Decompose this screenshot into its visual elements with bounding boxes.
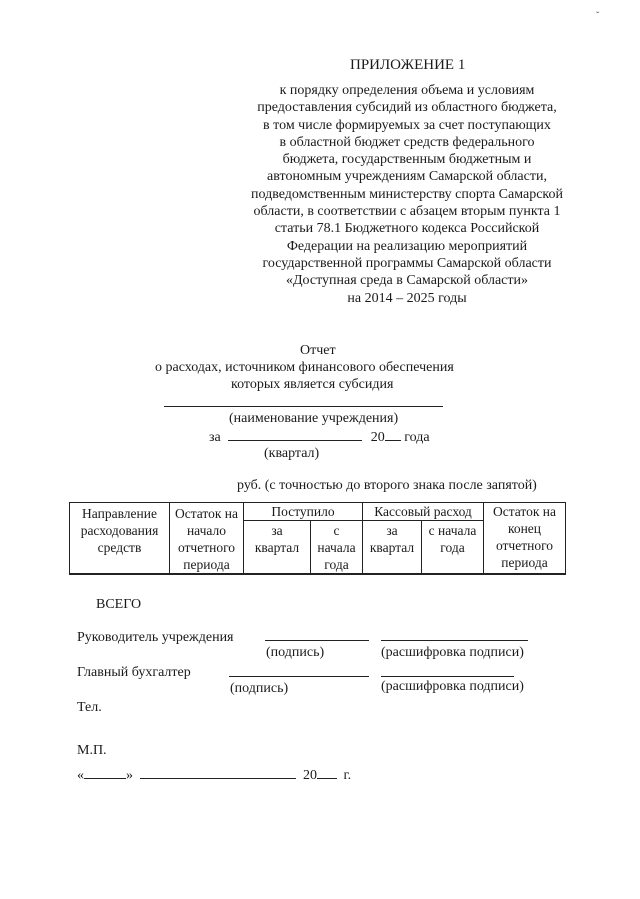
appendix-description xyxy=(232,82,582,307)
period-prefix: за xyxy=(209,430,221,445)
appendix-line: «Доступная среда в Самарской области» xyxy=(286,273,528,289)
month-blank[interactable] xyxy=(140,765,296,779)
accountant-decryption-line[interactable] xyxy=(381,676,514,677)
appendix-line: автономным учреждениям Самарской области, xyxy=(267,169,547,185)
accountant-decryption-caption: (расшифровка подписи) xyxy=(381,679,524,694)
report-title: Отчет xyxy=(300,343,336,358)
appendix-line: области, в соответствии с абзацем вторым пункта 1 xyxy=(253,204,561,220)
head-decryption-line[interactable] xyxy=(381,640,528,641)
appendix-line: Федерации на реализацию мероприятий xyxy=(286,238,528,254)
sub-header-cash-ytd: с начала года xyxy=(422,521,484,575)
accountant-signature-line[interactable] xyxy=(229,676,369,677)
org-name-caption: (наименование учреждения) xyxy=(229,411,399,426)
appendix-line: в областной бюджет средств федерального xyxy=(279,134,535,150)
accountant-signature-caption: (подпись) xyxy=(230,681,289,696)
head-signature-caption: (подпись) xyxy=(266,645,325,660)
quarter-blank[interactable] xyxy=(228,427,362,441)
scan-mark: ˇ xyxy=(596,11,600,22)
chief-accountant-label: Главный бухгалтер xyxy=(77,665,191,680)
col-header-opening-balance: Остаток на начало отчетного периода xyxy=(170,503,244,575)
phone-label: Тел. xyxy=(77,700,102,715)
appendix-line: бюджета, государственным бюджетным и xyxy=(282,152,532,168)
expense-report-table xyxy=(69,502,566,575)
appendix-line: в том числе формируемых за счет поступающих xyxy=(263,117,551,133)
appendix-line: подведомственным министерству спорта Самарской xyxy=(250,186,563,202)
date-year-blank[interactable] xyxy=(317,765,337,779)
appendix-line: на 2014 – 2025 годы xyxy=(347,290,467,306)
units-note: руб. (с точностью до второго знака после запятой) xyxy=(237,478,537,493)
col-group-received: Поступило xyxy=(244,503,363,521)
date-line xyxy=(77,765,351,784)
appendix-line: статьи 78.1 Бюджетного кодекса Российской xyxy=(274,221,540,237)
sub-header-cash-quarter: за квартал xyxy=(363,521,422,575)
period-suffix: года xyxy=(404,430,430,445)
col-header-direction: Направление расходования средств xyxy=(70,503,170,575)
head-of-institution-label: Руководитель учреждения xyxy=(77,630,234,645)
appendix-line: предоставления субсидий из областного бюджета, xyxy=(257,100,557,116)
head-decryption-caption: (расшифровка подписи) xyxy=(381,645,524,660)
appendix-title: ПРИЛОЖЕНИЕ 1 xyxy=(350,57,466,73)
col-group-cash-expense: Кассовый расход xyxy=(363,503,484,521)
quarter-caption: (квартал) xyxy=(264,446,320,461)
date-open-quote: « xyxy=(77,768,84,783)
year-blank[interactable] xyxy=(385,427,401,441)
appendix-line: к порядку определения объема и условиям xyxy=(279,83,535,98)
col-header-closing-balance: Остаток на конец отчетного периода xyxy=(484,503,566,575)
sub-header-received-quarter: за квартал xyxy=(244,521,311,575)
date-close-quote: » xyxy=(126,768,133,783)
appendix-line: государственной программы Самарской области xyxy=(262,255,552,271)
report-subtitle-line1: о расходах, источником финансового обеспечения xyxy=(155,360,454,375)
period-line xyxy=(209,427,430,446)
report-subtitle-line2: которых является субсидия xyxy=(231,377,394,392)
head-signature-line[interactable] xyxy=(265,640,369,641)
date-year-prefix: 20 xyxy=(303,768,317,783)
org-name-blank-line[interactable] xyxy=(164,406,443,407)
stamp-label: М.П. xyxy=(77,743,107,758)
day-blank[interactable] xyxy=(84,765,126,779)
sub-header-received-ytd: с начала года xyxy=(311,521,363,575)
total-label: ВСЕГО xyxy=(96,597,142,612)
period-year-prefix: 20 xyxy=(370,430,385,445)
date-year-suffix: г. xyxy=(343,768,352,783)
